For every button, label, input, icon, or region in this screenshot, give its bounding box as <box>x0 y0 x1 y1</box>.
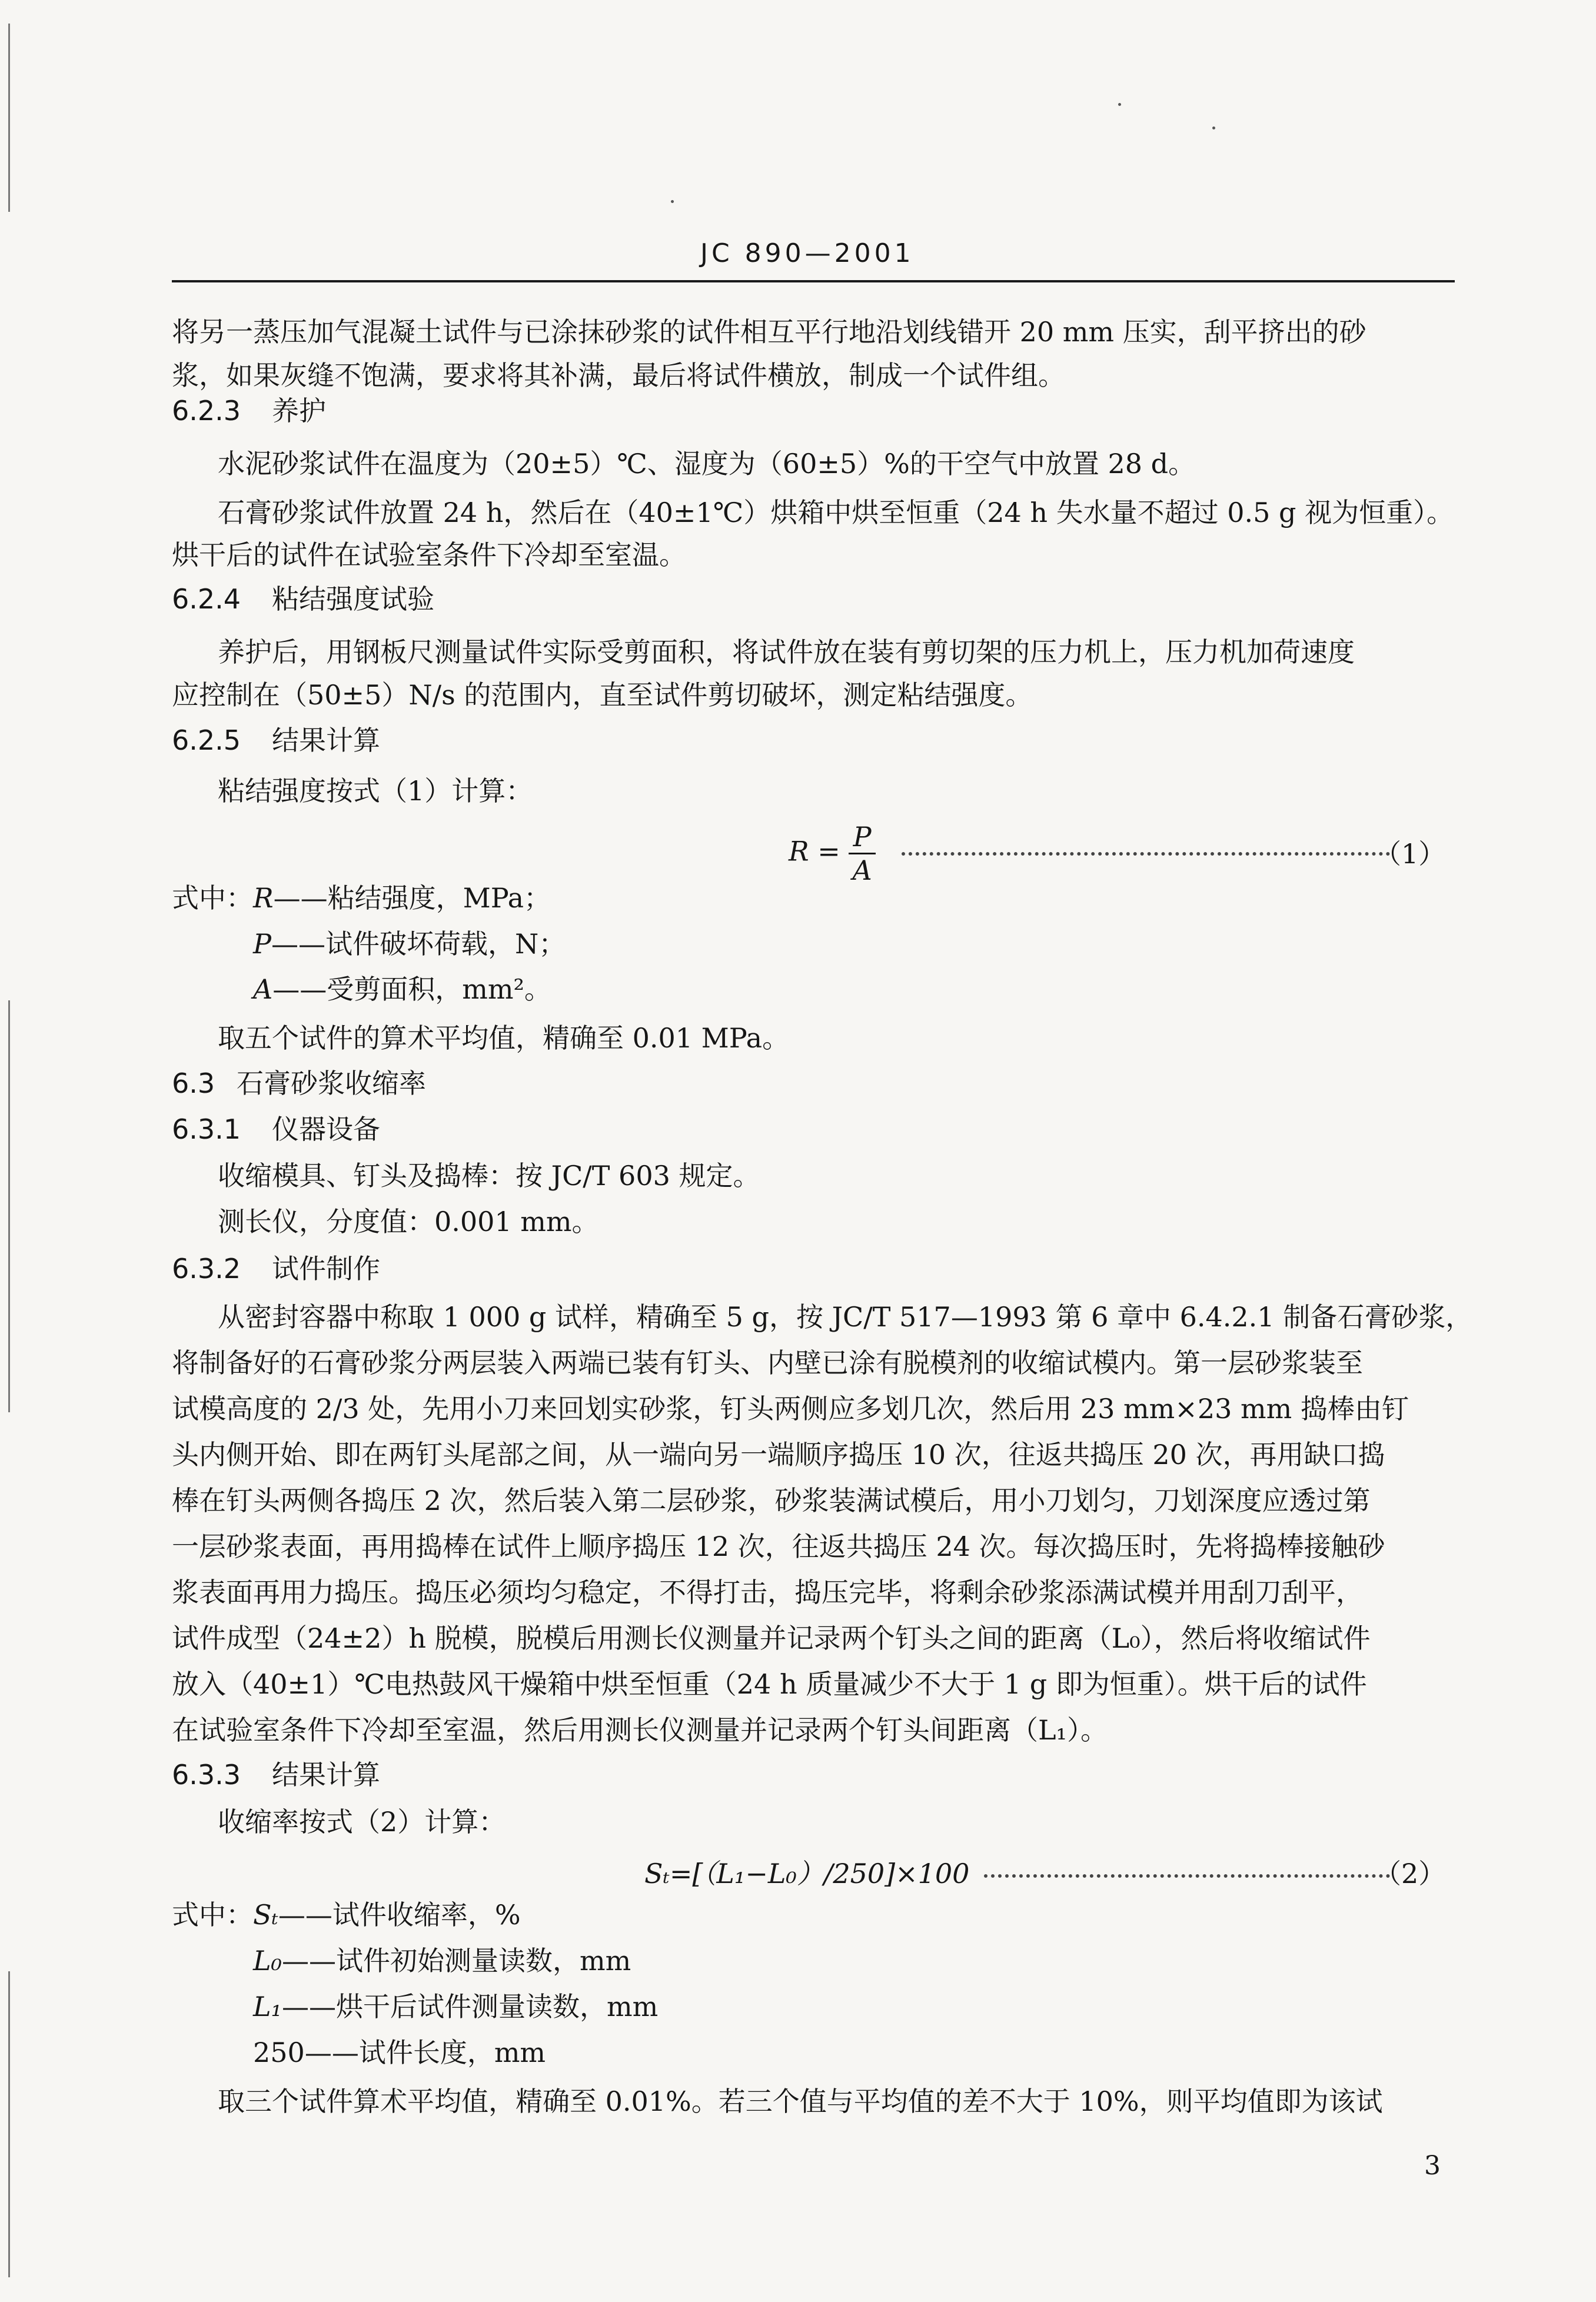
symbol-definition: ——试件破坏荷载，N； <box>271 928 566 960</box>
section-heading-6-3-1 <box>172 1114 380 1145</box>
paragraph-line: 放入（40±1）℃电热鼓风干燥箱中烘至恒重（24 h 质量减少不大于 1 g 即为恒重）。烘干后的试件 <box>172 1668 1367 1700</box>
where-lead: 式中： <box>172 1899 253 1931</box>
scan-speck <box>1212 127 1215 129</box>
paragraph-line: 将另一蒸压加气混凝土试件与已涂抹砂浆的试件相互平行地沿划线错开 20 mm 压实，刮平挤出的砂 <box>172 316 1366 348</box>
section-title: 结果计算 <box>272 724 380 756</box>
scan-edge-mark <box>8 1000 10 1412</box>
standard-code-header: JC 890—2001 <box>700 238 915 268</box>
formula-fraction <box>849 821 875 886</box>
page-number: 3 <box>1424 2151 1441 2181</box>
section-heading-6-3 <box>172 1068 426 1099</box>
where-lead: 式中： <box>172 882 253 914</box>
header-rule <box>172 280 1455 282</box>
where-clause-line <box>253 2037 546 2068</box>
paragraph-line: 棒在钉头两侧各捣压 2 次，然后装入第二层砂浆，砂浆装满试模后，用小刀划匀，刀划深度应透过第 <box>172 1485 1371 1516</box>
section-title: 试件制作 <box>272 1253 380 1285</box>
section-title: 石膏砂浆收缩率 <box>237 1067 426 1099</box>
formula-lhs: R = <box>789 835 840 867</box>
symbol-definition: ——试件初始测量读数，mm <box>282 1945 631 1977</box>
symbol: 250 <box>253 2037 305 2068</box>
symbol: Sₜ <box>253 1899 278 1931</box>
paragraph-line: 一层砂浆表面，再用捣棒在试件上顺序捣压 12 次，往返共捣压 24 次。每次捣压时，先将捣棒接触砂 <box>172 1531 1385 1562</box>
where-clause-line <box>253 929 566 959</box>
paragraph-line: 试模高度的 2/3 处，先用小刀来回划实砂浆，钉头两侧应多划几次，然后用 23 mm×23 mm 捣棒由钉 <box>172 1393 1409 1425</box>
section-number: 6.2.5 <box>172 724 241 756</box>
section-number: 6.3.2 <box>172 1253 241 1285</box>
equation-number: （2） <box>1374 1858 1446 1889</box>
where-clause-line <box>253 1991 658 2022</box>
section-title: 仪器设备 <box>272 1113 380 1145</box>
equation-number: （1） <box>1374 838 1446 870</box>
paragraph-line: 粘结强度按式（1）计算： <box>218 775 533 807</box>
scan-edge-mark <box>8 24 10 212</box>
scan-edge-mark <box>8 1971 10 2277</box>
section-title: 粘结强度试验 <box>272 583 434 615</box>
scan-speck <box>671 200 674 203</box>
dot-leader <box>902 852 1390 856</box>
symbol-definition: ——粘结强度，MPa； <box>273 882 551 914</box>
symbol: L₀ <box>253 1945 282 1977</box>
paragraph-line: 收缩模具、钉头及捣棒：按 JC/T 603 规定。 <box>218 1160 760 1192</box>
paragraph-line: 头内侧开始、即在两钉头尾部之间，从一端向另一端顺序捣压 10 次，往返共捣压 20 次，再用缺口捣 <box>172 1439 1385 1471</box>
section-title: 结果计算 <box>272 1759 380 1791</box>
paragraph-line: 取三个试件算术平均值，精确至 0.01%。若三个值与平均值的差不大于 10%，则平均值即为该试 <box>218 2085 1383 2117</box>
section-heading-6-3-2 <box>172 1253 380 1284</box>
section-number: 6.2.4 <box>172 583 241 615</box>
section-number: 6.3 <box>172 1067 215 1099</box>
scan-speck <box>1118 103 1121 106</box>
section-heading-6-2-3 <box>172 395 326 426</box>
section-number: 6.3.1 <box>172 1113 241 1145</box>
formula-1 <box>789 821 1390 886</box>
paragraph-line: 浆表面再用力捣压。捣压必须均匀稳定，不得打击，捣压完毕，将剩余砂浆添满试模并用刮刀刮平， <box>172 1576 1363 1608</box>
where-clause-line <box>253 974 551 1004</box>
paragraph-line: 烘干后的试件在试验室条件下冷却至室温。 <box>172 539 686 571</box>
section-heading-6-2-4 <box>172 584 434 614</box>
section-title: 养护 <box>272 395 326 427</box>
symbol-definition: ——试件长度，mm <box>304 2037 546 2068</box>
dot-leader <box>984 1874 1390 1878</box>
paragraph-line: 从密封容器中称取 1 000 g 试样，精确至 5 g，按 JC/T 517—1993 第 6 章中 6.4.2.1 制备石膏砂浆， <box>218 1301 1473 1333</box>
paragraph-line: 水泥砂浆试件在温度为（20±5）℃、湿度为（60±5）%的干空气中放置 28 d。 <box>218 448 1196 480</box>
formula-2 <box>644 1852 1390 1891</box>
paragraph-line: 石膏砂浆试件放置 24 h，然后在（40±1℃）烘箱中烘至恒重（24 h 失水量不超过 0.5 g 视为恒重）。 <box>218 497 1454 528</box>
symbol: R <box>253 882 274 914</box>
paragraph-line: 将制备好的石膏砂浆分两层装入两端已装有钉头、内壁已涂有脱模剂的收缩试模内。第一层砂浆装至 <box>172 1347 1363 1379</box>
paragraph-line: 试件成型（24±2）h 脱模，脱模后用测长仪测量并记录两个钉头之间的距离（L₀），然后将收缩试件 <box>172 1622 1371 1654</box>
where-clause-line <box>172 1900 521 1930</box>
paragraph-line: 收缩率按式（2）计算： <box>218 1806 506 1838</box>
paragraph-line: 取五个试件的算术平均值，精确至 0.01 MPa。 <box>218 1022 790 1054</box>
symbol-definition: ——试件收缩率，% <box>278 1899 521 1931</box>
section-heading-6-2-5 <box>172 725 380 756</box>
fraction-numerator: P <box>849 821 875 854</box>
paragraph-line: 养护后，用钢板尺测量试件实际受剪面积，将试件放在装有剪切架的压力机上，压力机加荷速度 <box>218 636 1355 668</box>
where-clause-line <box>253 1945 631 1976</box>
paragraph-line: 在试验室条件下冷却至室温，然后用测长仪测量并记录两个钉头间距离（L₁）。 <box>172 1714 1108 1746</box>
symbol: A <box>253 973 273 1005</box>
where-clause-line <box>172 883 551 913</box>
formula-expression: Sₜ=[（L₁−L₀）/250]×100 <box>644 1858 970 1889</box>
symbol-definition: ——受剪面积，mm²。 <box>272 973 551 1005</box>
section-heading-6-3-3 <box>172 1759 380 1790</box>
fraction-denominator: A <box>852 854 872 886</box>
section-number: 6.2.3 <box>172 395 241 427</box>
symbol-definition: ——烘干后试件测量读数，mm <box>282 1991 659 2022</box>
paragraph-line: 测长仪，分度值：0.001 mm。 <box>218 1206 599 1238</box>
section-number: 6.3.3 <box>172 1759 241 1791</box>
symbol: P <box>253 928 271 960</box>
paragraph-line: 浆，如果灰缝不饱满，要求将其补满，最后将试件横放，制成一个试件组。 <box>172 360 1065 391</box>
symbol: L₁ <box>253 1991 282 2022</box>
paragraph-line: 应控制在（50±5）N/s 的范围内，直至试件剪切破坏，测定粘结强度。 <box>172 679 1033 711</box>
